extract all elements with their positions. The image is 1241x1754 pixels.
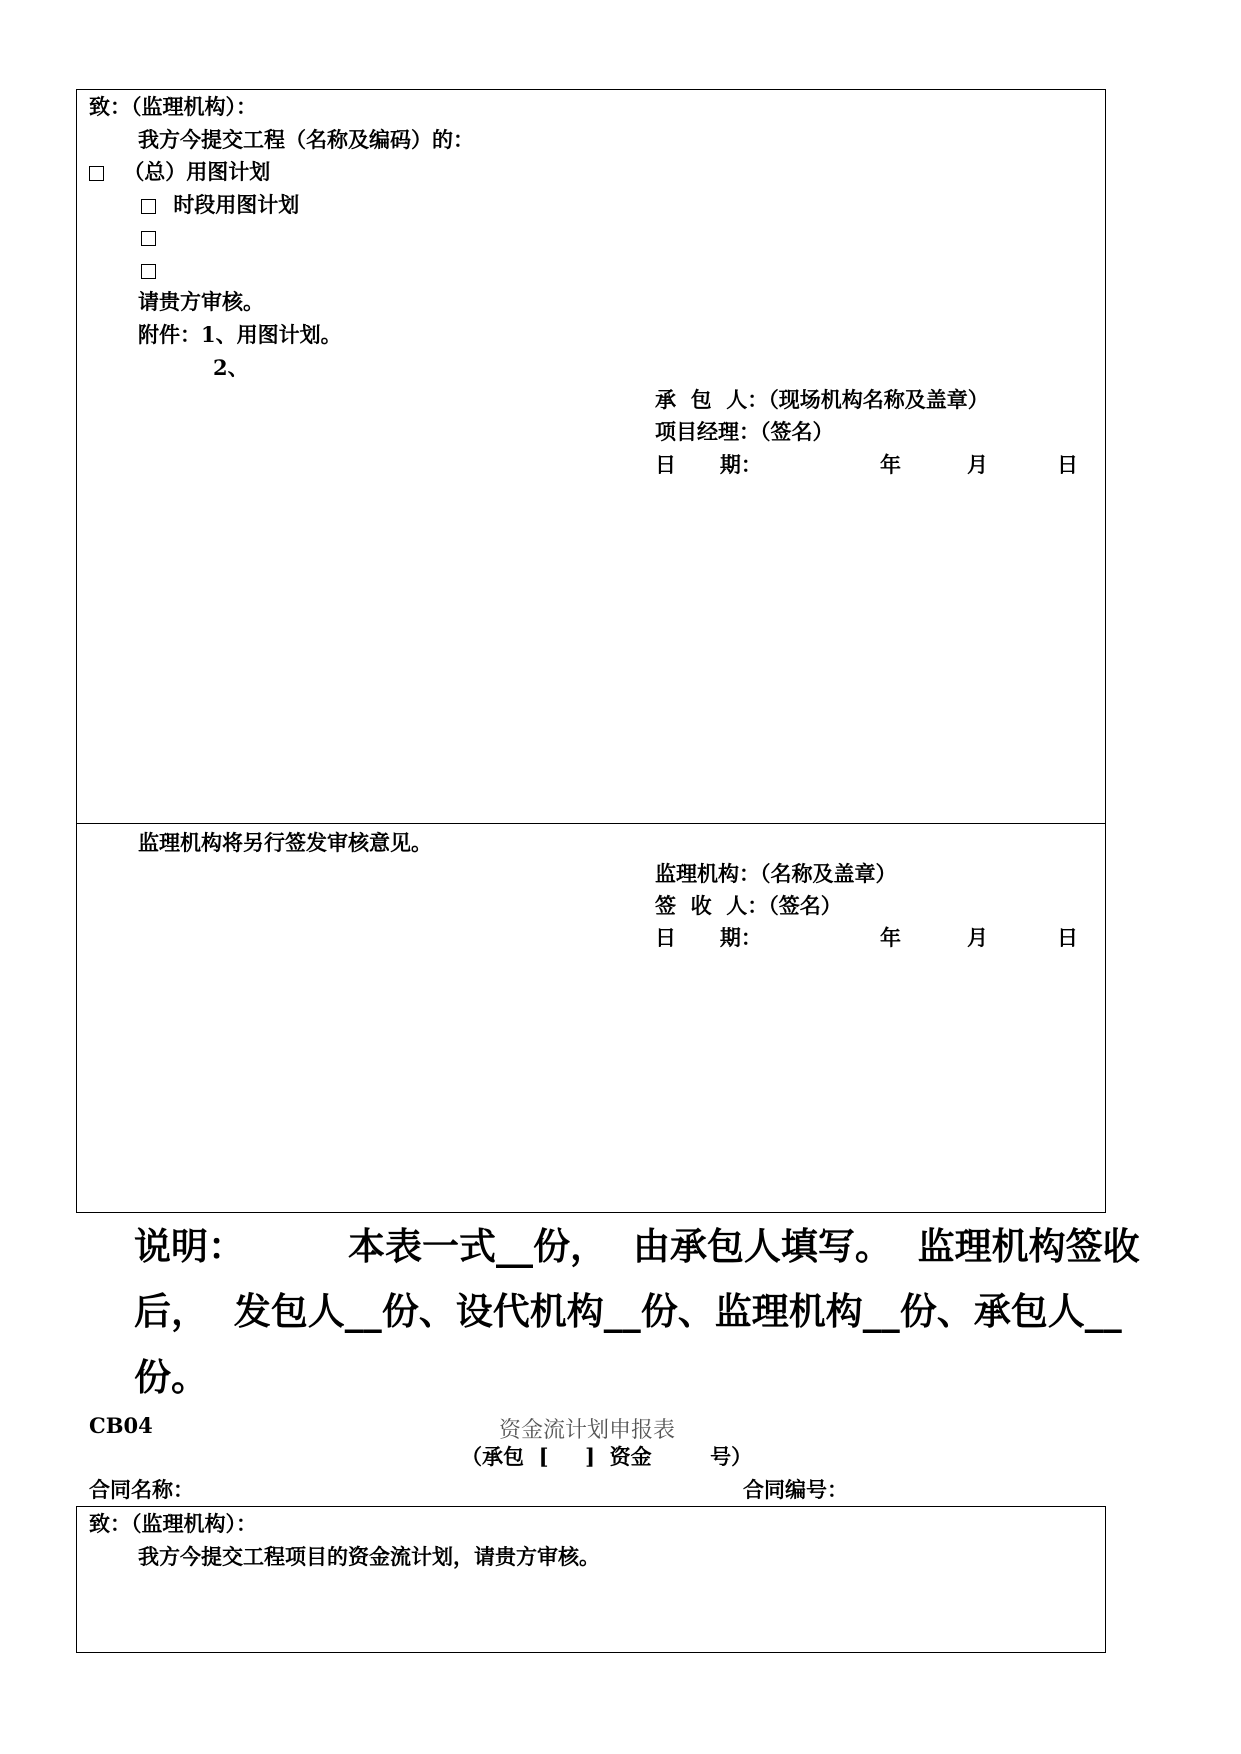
form1-section-divider (76, 823, 1106, 824)
form1-date2-month: 月 (967, 925, 988, 950)
form1-date-year: 年 (880, 452, 901, 477)
form1-to-line: 致：（监理机构）： (89, 94, 257, 119)
option-period-label: 时段用图计划 (173, 192, 300, 217)
form1-intro: 我方今提交工程（名称及编码）的： (138, 127, 474, 152)
form2-contract-name: 合同名称： (89, 1477, 194, 1502)
note-line-3: 份。 (134, 1356, 208, 1399)
form1-attachment-2: 2、 (213, 355, 249, 380)
form1-date-month: 月 (967, 452, 988, 477)
form2-subtitle: （承包 [ ] 资金 号） (461, 1444, 753, 1469)
option-total-label: （总）用图计划 (123, 159, 271, 184)
form1-project-manager: 项目经理：（签名） (655, 419, 834, 444)
form1-date2-year: 年 (880, 925, 901, 950)
note-line-1: 说明： 本表一式__份， 由承包人填写。 监理机构签收 (134, 1225, 1140, 1268)
form1-date2-day: 日 (1057, 925, 1078, 950)
form1-request: 请贵方审核。 (138, 289, 264, 314)
form1-option-period (141, 194, 299, 215)
form1-date2-label: 日 期： (655, 925, 762, 950)
form1-contractor: 承 包 人：（现场机构名称及盖章） (655, 387, 989, 412)
checkbox-period-plan[interactable] (141, 199, 156, 214)
form2-contract-no: 合同编号： (743, 1477, 848, 1502)
form2-to-line: 致：（监理机构）： (89, 1511, 257, 1536)
form2-title: 资金流计划申报表 (499, 1418, 676, 1443)
form1-supervisor-org: 监理机构：（名称及盖章） (655, 861, 897, 886)
form1-attachment-1: 附件：1、用图计划。 (138, 322, 342, 347)
form1-option-blank-1 (141, 226, 156, 247)
form1-signee: 签 收 人：（签名） (655, 893, 842, 918)
form1-table (76, 89, 1106, 1213)
checkbox-total-plan[interactable] (89, 166, 104, 181)
checkbox-blank-2[interactable] (141, 264, 156, 279)
form1-date-day: 日 (1057, 452, 1078, 477)
note-line-2: 后， 发包人__份、设代机构__份、监理机构__份、承包人__ (134, 1290, 1122, 1333)
form1-option-blank-2 (141, 259, 156, 280)
form2-body: 我方今提交工程项目的资金流计划，请贵方审核。 (138, 1544, 600, 1569)
form1-date-label: 日 期： (655, 452, 762, 477)
form1-option-total (89, 161, 270, 182)
checkbox-blank-1[interactable] (141, 231, 156, 246)
form2-code: CB04 (89, 1413, 153, 1438)
form1-supervisor-note: 监理机构将另行签发审核意见。 (138, 830, 432, 855)
